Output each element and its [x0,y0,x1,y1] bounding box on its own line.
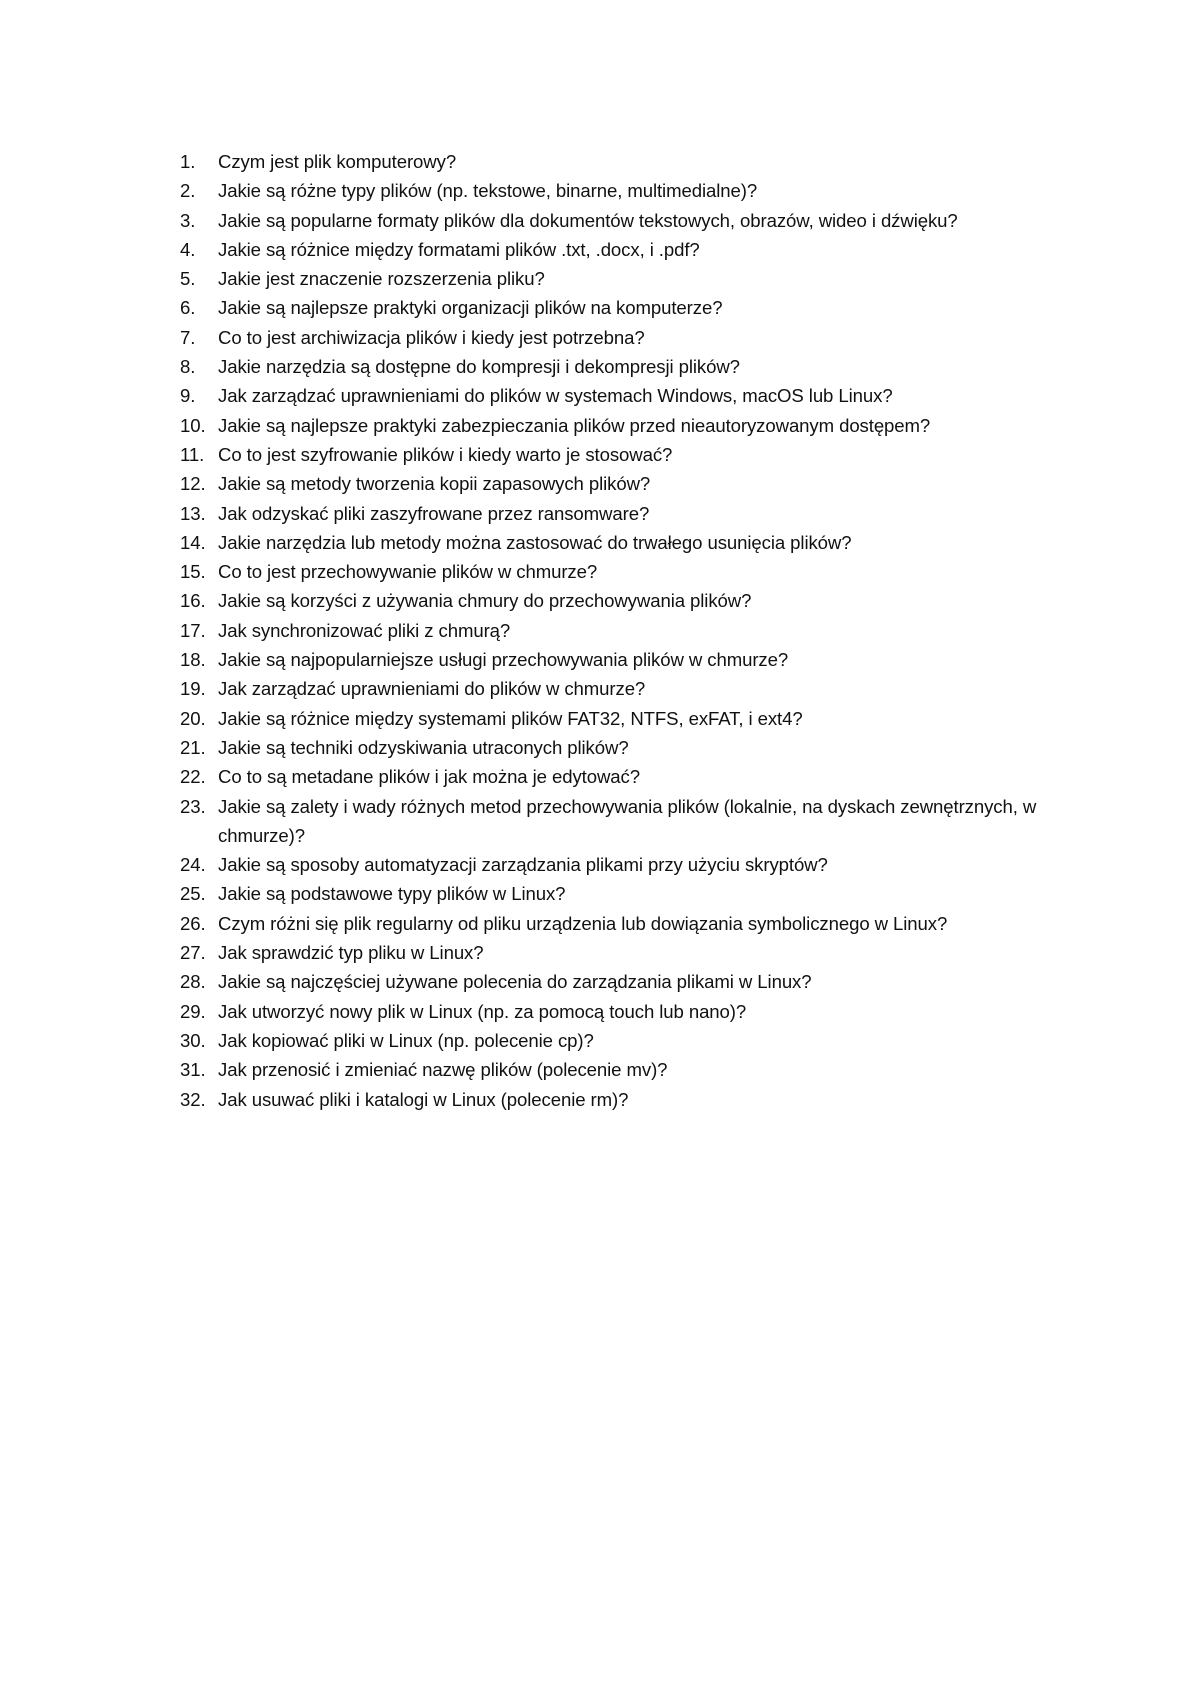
list-item [180,264,1060,293]
list-item-text: Jakie są podstawowe typy plików w Linux? [218,883,566,905]
list-item-text: Jak kopiować pliki w Linux (np. polecenie cp)? [218,1029,594,1051]
list-item-text: Co to jest przechowywanie plików w chmurze? [218,561,598,583]
list-item-text: Jakie jest znaczenie rozszerzenia pliku? [218,268,545,290]
list-item-number: 12. [180,473,206,495]
list-item-text: Jak zarządzać uprawnieniami do plików w chmurze? [218,678,646,700]
list-item-text: Jakie narzędzia lub metody można zastosować do trwałego usunięcia plików? [218,531,852,553]
list-item-number: 8. [180,356,196,378]
list-item [180,645,1060,674]
list-item-number: 11. [180,443,205,465]
list-item [180,938,1060,967]
list-item [180,967,1060,996]
list-item [180,176,1060,205]
list-item-text: Jakie są korzyści z używania chmury do przechowywania plików? [218,590,752,612]
list-item [180,381,1060,410]
list-item [180,1085,1060,1114]
list-item [180,586,1060,615]
list-item-text: Jakie są najlepsze praktyki organizacji plików na komputerze? [218,297,723,319]
list-item [180,762,1060,791]
list-item-number: 22. [180,766,206,788]
list-item-number: 17. [180,619,206,641]
list-item [180,1055,1060,1084]
list-item [180,704,1060,733]
list-item [180,792,1060,851]
list-item-text: Jak zarządzać uprawnieniami do plików w systemach Windows, macOS lub Linux? [218,385,893,407]
list-item-number: 25. [180,883,206,905]
list-item-number: 10. [180,414,206,436]
list-item-number: 4. [180,238,196,260]
list-item-number: 6. [180,297,196,319]
list-item-number: 14. [180,531,206,553]
list-item-number: 5. [180,268,196,290]
list-item [180,323,1060,352]
list-item [180,293,1060,322]
list-item [180,147,1060,176]
list-item-number: 13. [180,502,206,524]
list-item-text: Jakie są różnice między formatami plików .txt, .docx, i .pdf? [218,238,700,260]
list-item-text: Co to jest szyfrowanie plików i kiedy warto je stosować? [218,443,673,465]
list-item-text: Jak przenosić i zmieniać nazwę plików (polecenie mv)? [218,1059,668,1081]
list-item-number: 3. [180,209,196,231]
list-item [180,733,1060,762]
list-item-text: Czym różni się plik regularny od pliku urządzenia lub dowiązania symbolicznego w Linux? [218,912,948,934]
list-item-number: 29. [180,1000,206,1022]
list-item-number: 19. [180,678,206,700]
list-item-text: Jak usuwać pliki i katalogi w Linux (polecenie rm)? [218,1088,629,1110]
list-item [180,616,1060,645]
list-item-text: Jakie narzędzia są dostępne do kompresji i dekompresji plików? [218,356,740,378]
list-item-text: Jakie są techniki odzyskiwania utraconych plików? [218,736,629,758]
list-item-number: 23. [180,795,206,817]
list-item-text: Jakie są różnice między systemami plików FAT32, NTFS, exFAT, i ext4? [218,707,803,729]
question-list [180,147,1060,1114]
list-item-number: 1. [180,151,196,172]
list-item [180,1026,1060,1055]
list-item-number: 20. [180,707,206,729]
list-item-text: Jakie są zalety i wady różnych metod przechowywania plików (lokalnie, na dyskach zewnętrznych, w chmurze)? [218,795,1037,846]
list-item-number: 24. [180,854,206,876]
list-item-text: Co to są metadane plików i jak można je edytować? [218,766,640,788]
list-item-number: 32. [180,1088,206,1110]
list-item-number: 27. [180,942,206,964]
list-item-number: 9. [180,385,196,407]
list-item-text: Jakie są popularne formaty plików dla dokumentów tekstowych, obrazów, wideo i dźwięku? [218,209,958,231]
list-item-number: 31. [180,1059,206,1081]
list-item [180,674,1060,703]
list-item-text: Jakie są różne typy plików (np. tekstowe, binarne, multimedialne)? [218,180,758,202]
list-item-text: Jakie są metody tworzenia kopii zapasowych plików? [218,473,651,495]
list-item-text: Jakie są najczęściej używane polecenia do zarządzania plikami w Linux? [218,971,812,993]
list-item-text: Jak synchronizować pliki z chmurą? [218,619,511,641]
list-item [180,235,1060,264]
list-item [180,528,1060,557]
list-item-number: 7. [180,326,196,348]
list-item-number: 18. [180,649,206,671]
list-item [180,850,1060,879]
list-item-text: Jakie są najlepsze praktyki zabezpieczania plików przed nieautoryzowanym dostępem? [218,414,931,436]
list-item [180,879,1060,908]
list-item [180,352,1060,381]
list-item-text: Jak utworzyć nowy plik w Linux (np. za pomocą touch lub nano)? [218,1000,747,1022]
list-item-number: 2. [180,180,196,202]
list-item-number: 30. [180,1029,206,1051]
list-item-text: Jakie są sposoby automatyzacji zarządzania plikami przy użyciu skryptów? [218,854,828,876]
list-item [180,411,1060,440]
list-item [180,997,1060,1026]
list-item-text: Co to jest archiwizacja plików i kiedy jest potrzebna? [218,326,645,348]
list-item-number: 26. [180,912,206,934]
list-item-number: 21. [180,736,206,758]
list-item [180,499,1060,528]
list-item [180,469,1060,498]
list-item-number: 16. [180,590,206,612]
list-item [180,206,1060,235]
list-item-number: 28. [180,971,206,993]
list-item-text: Jak odzyskać pliki zaszyfrowane przez ransomware? [218,502,650,524]
list-item [180,557,1060,586]
list-item-text: Jak sprawdzić typ pliku w Linux? [218,942,484,964]
list-item-text: Jakie są najpopularniejsze usługi przechowywania plików w chmurze? [218,649,789,671]
list-item-text: Czym jest plik komputerowy? [218,151,457,172]
list-item-number: 15. [180,561,206,583]
list-item [180,440,1060,469]
list-item [180,909,1060,938]
